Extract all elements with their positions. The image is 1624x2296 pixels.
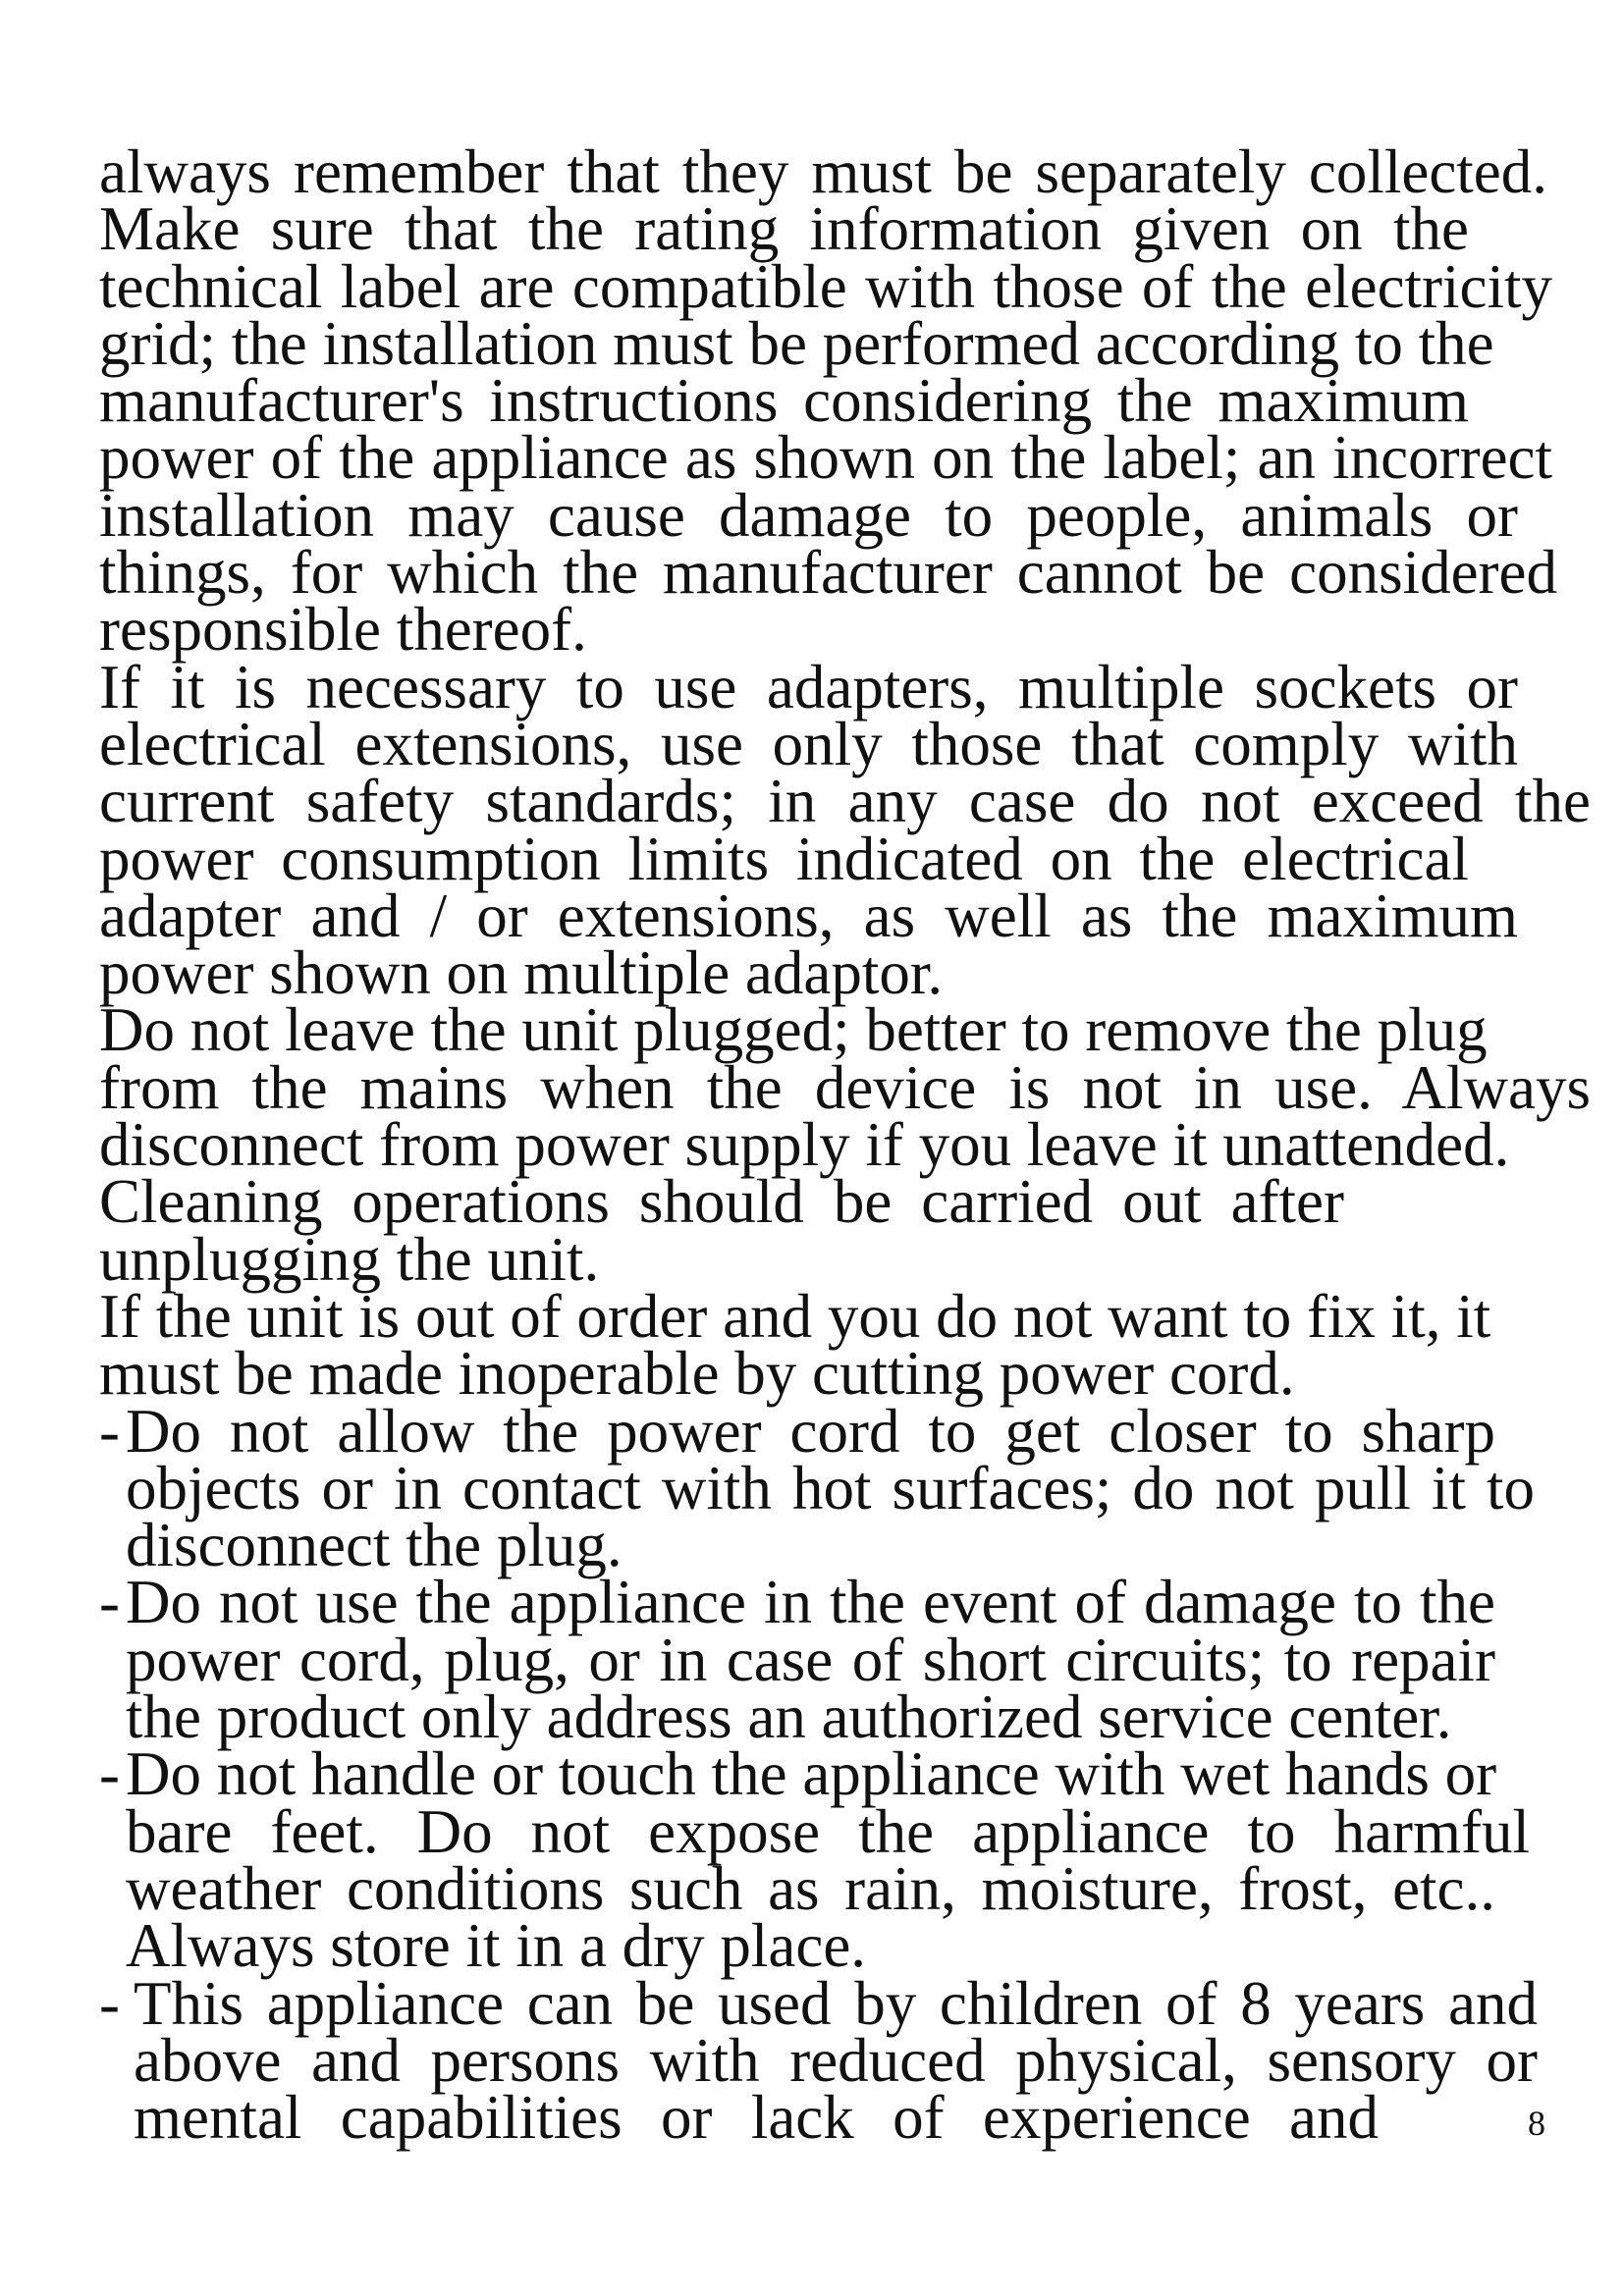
bullet-text-line: weather conditions such as rain, moisture, frost, etc.. (126, 1853, 1495, 1923)
bullet-text-line: bare feet. Do not expose the appliance to harmful (126, 1796, 1530, 1866)
text-line: manufacturer's instructions considering the maximum (99, 366, 1469, 436)
bullet-text-line: the product only address an authorized service center. (126, 1682, 1452, 1752)
bullet-text-line: Do not handle or touch the appliance with wet hands or (126, 1739, 1497, 1809)
bullet-text-line: objects or in contact with hot surfaces; do not pull it to (126, 1453, 1535, 1522)
bullet-dash: - (99, 1568, 120, 1637)
text-line: technical label are compatible with those of the electricity (99, 251, 1552, 321)
text-line: current safety standards; in any case do not exceed the (99, 767, 1591, 836)
text-line: responsible thereof. (99, 595, 587, 665)
page-number: 8 (1528, 2104, 1545, 2143)
text-line: things, for which the manufacturer cannot be considered (99, 538, 1557, 608)
text-line: from the mains when the device is not in use. Always (99, 1052, 1591, 1122)
bullet-text-line: mental capabilities or lack of experience and (134, 2083, 1379, 2153)
body-text (99, 137, 1591, 2153)
text-line: adapter and / or extensions, as well as the maximum (99, 881, 1518, 950)
bullet-item (99, 1739, 1547, 1981)
text-line: disconnect from power supply if you leave it unattended. (99, 1110, 1510, 1180)
bullet-dash: - (99, 1739, 120, 1809)
text-line: Cleaning operations should be carried out after (99, 1167, 1344, 1237)
bullet-dash: - (99, 1968, 120, 2038)
text-line: electrical extensions, use only those that comply with (99, 709, 1518, 778)
text-line: If the unit is out of order and you do not want to fix it, it (99, 1281, 1491, 1351)
bullet-text-line: disconnect the plug. (126, 1511, 623, 1580)
bullet-item (99, 1396, 1547, 1580)
text-line: always remember that they must be separately collected. (99, 137, 1547, 206)
text-line: If it is necessary to use adapters, multiple sockets or (99, 652, 1518, 721)
text-line: must be made inoperable by cutting power cord. (99, 1339, 1295, 1409)
text-line: installation may cause damage to people, animals or (99, 480, 1518, 550)
bullet-item (99, 1968, 1547, 2153)
text-line: Do not leave the unit plugged; better to remove the plug (99, 995, 1488, 1065)
bullet-text-line: Do not allow the power cord to get closer to sharp (126, 1396, 1495, 1466)
text-line: grid; the installation must be performed according to the (99, 308, 1494, 378)
text-line: power shown on multiple adaptor. (99, 938, 944, 1008)
bullet-text-line: power cord, plug, or in case of short circuits; to repair (126, 1625, 1495, 1694)
text-line: unplugging the unit. (99, 1224, 600, 1294)
bullet-text-line: Always store it in a dry place. (126, 1911, 867, 1981)
bullet-text-line: Do not use the appliance in the event of damage to the (126, 1568, 1495, 1637)
text-line: power consumption limits indicated on the electrical (99, 824, 1469, 893)
bullet-text-line: above and persons with reduced physical, sensory or (134, 2025, 1538, 2095)
bullet-dash: - (99, 1396, 120, 1466)
bullet-text-line: This appliance can be used by children of 8 years and (134, 1968, 1538, 2038)
text-line: power of the appliance as shown on the label; an incorrect (99, 423, 1552, 493)
text-line: Make sure that the rating information given on the (99, 194, 1469, 264)
bullet-item (99, 1568, 1547, 1752)
